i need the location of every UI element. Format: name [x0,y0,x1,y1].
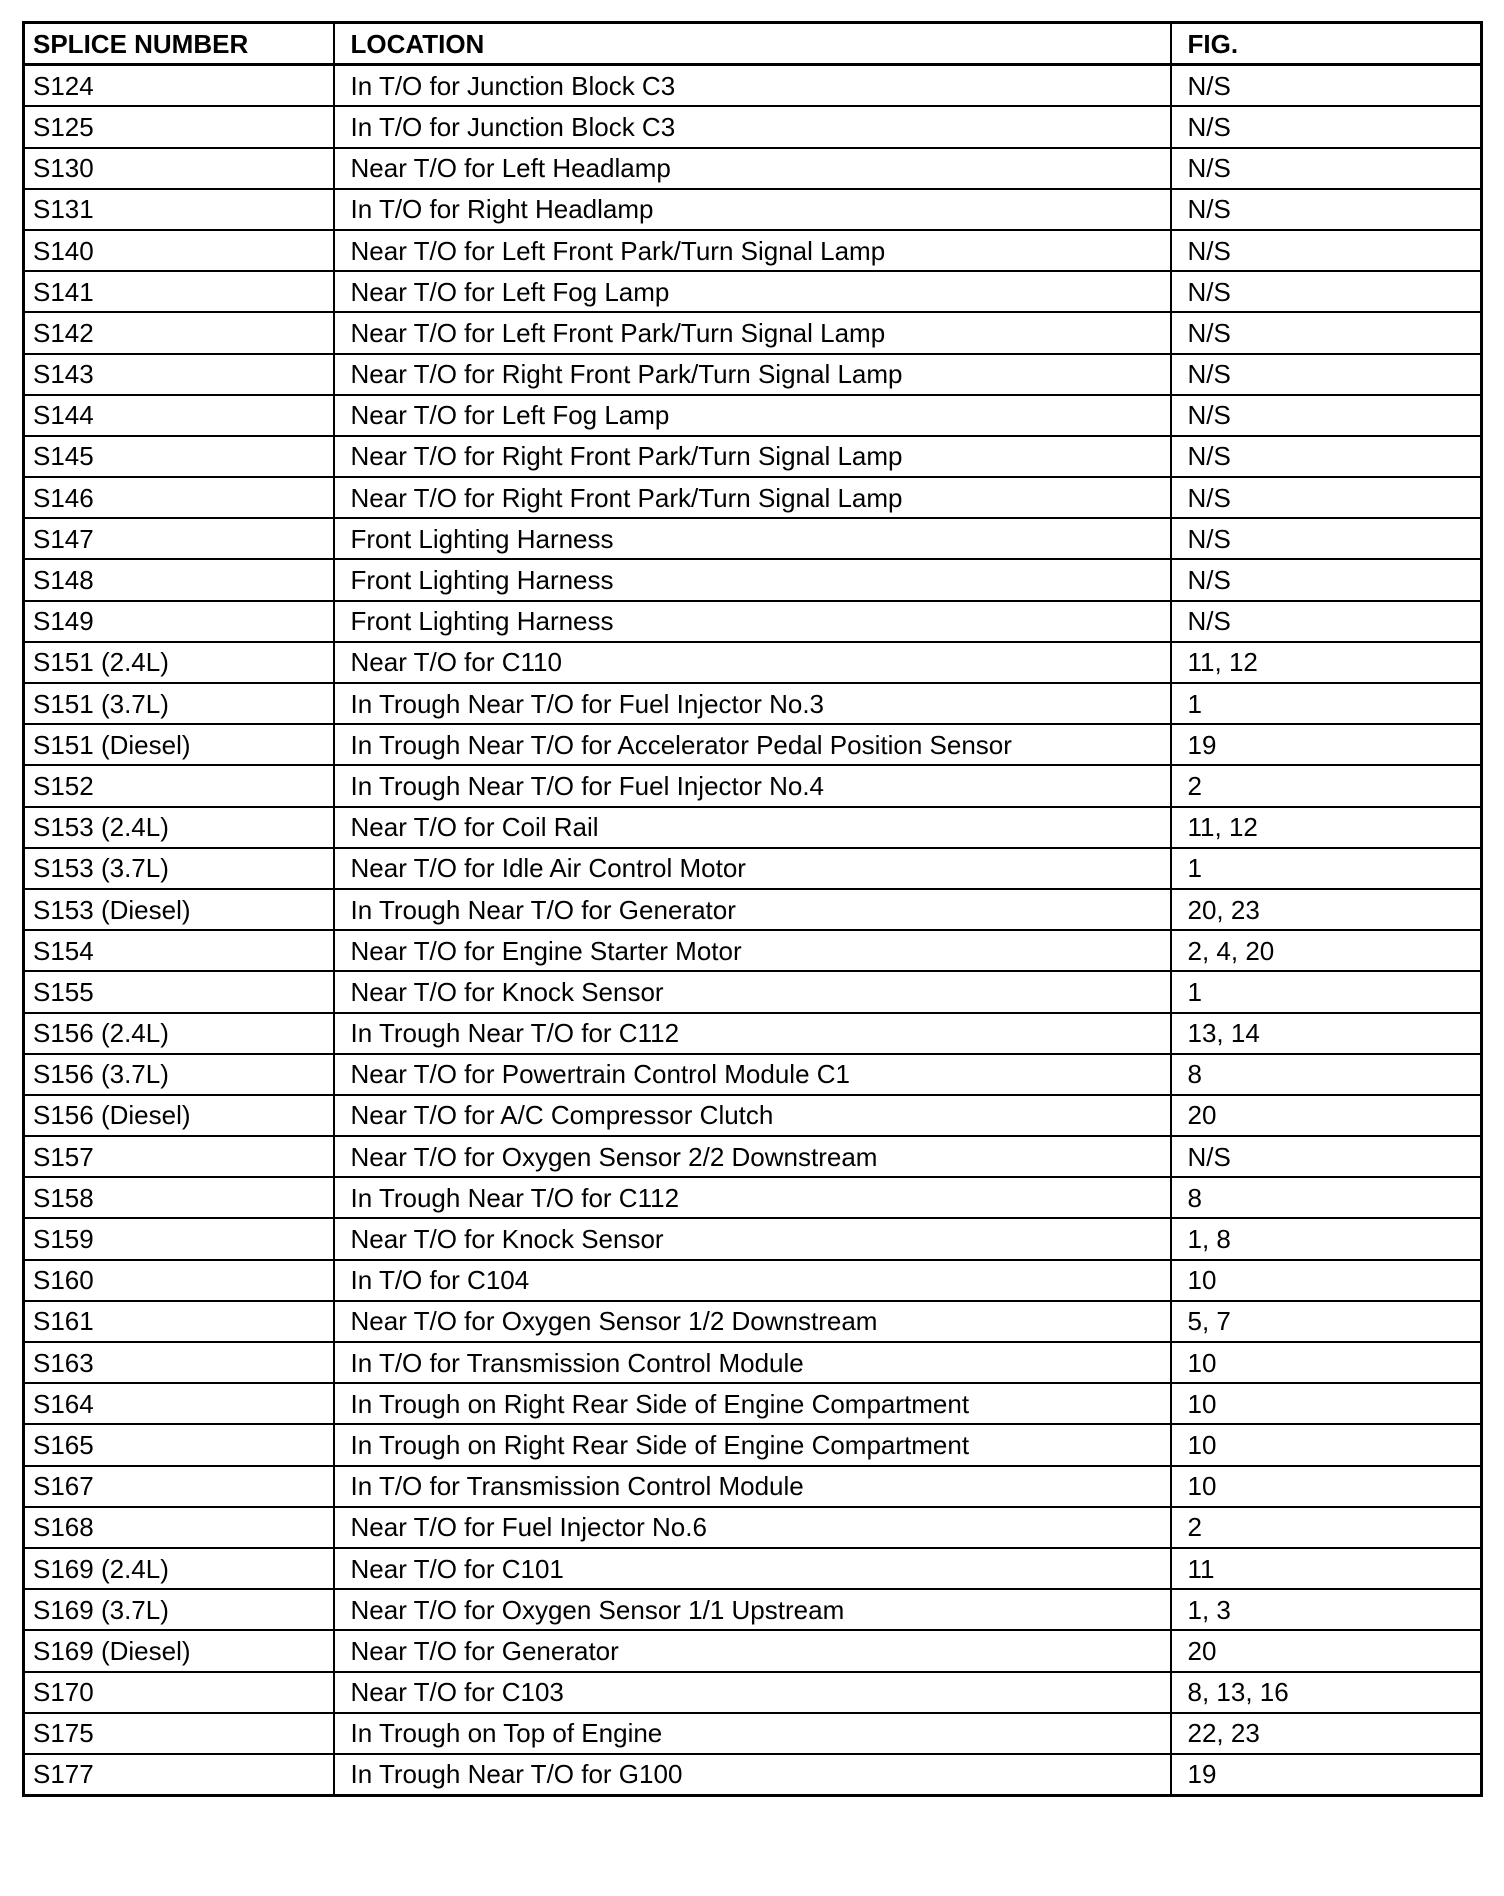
fig-cell: 13, 14 [1171,1013,1482,1054]
fig-cell: 2 [1171,765,1482,806]
splice-number-cell: S169 (Diesel) [24,1630,334,1671]
location-cell: In Trough Near T/O for Generator [334,889,1171,930]
splice-number-cell: S164 [24,1383,334,1424]
fig-cell: N/S [1171,271,1482,312]
location-cell: Front Lighting Harness [334,601,1171,642]
splice-number-cell: S175 [24,1713,334,1754]
table-row [24,724,1482,765]
splice-number-cell: S153 (3.7L) [24,848,334,889]
table-row [24,1754,1482,1796]
splice-number-cell: S159 [24,1218,334,1259]
table-row [24,848,1482,889]
fig-cell: 20 [1171,1630,1482,1671]
table-row [24,1260,1482,1301]
table-row [24,1095,1482,1136]
table-row [24,930,1482,971]
splice-number-cell: S158 [24,1177,334,1218]
table-row [24,971,1482,1012]
table-row [24,106,1482,147]
table-row [24,1466,1482,1507]
location-cell: Near T/O for Left Fog Lamp [334,271,1171,312]
location-cell: In T/O for Right Headlamp [334,189,1171,230]
splice-number-cell: S163 [24,1342,334,1383]
splice-location-table [22,21,1483,1797]
fig-cell: 2 [1171,1507,1482,1548]
fig-cell: N/S [1171,559,1482,600]
fig-cell: 1 [1171,848,1482,889]
location-cell: Near T/O for Right Front Park/Turn Signal Lamp [334,477,1171,518]
location-cell: In Trough Near T/O for C112 [334,1177,1171,1218]
table-row [24,395,1482,436]
splice-number-cell: S153 (2.4L) [24,807,334,848]
location-cell: In Trough Near T/O for Fuel Injector No.3 [334,683,1171,724]
table-row [24,1672,1482,1713]
splice-number-cell: S168 [24,1507,334,1548]
splice-number-cell: S147 [24,518,334,559]
table-row [24,1630,1482,1671]
splice-number-cell: S131 [24,189,334,230]
fig-cell: 19 [1171,1754,1482,1796]
table-row [24,1136,1482,1177]
location-cell: Front Lighting Harness [334,518,1171,559]
location-cell: Near T/O for Left Front Park/Turn Signal Lamp [334,230,1171,271]
fig-cell: N/S [1171,436,1482,477]
splice-number-cell: S141 [24,271,334,312]
table-row [24,477,1482,518]
location-cell: Near T/O for Right Front Park/Turn Signal Lamp [334,354,1171,395]
splice-number-cell: S152 [24,765,334,806]
location-cell: Near T/O for Oxygen Sensor 2/2 Downstream [334,1136,1171,1177]
fig-cell: 22, 23 [1171,1713,1482,1754]
location-cell: Near T/O for Oxygen Sensor 1/1 Upstream [334,1589,1171,1630]
fig-cell: N/S [1171,148,1482,189]
fig-cell: 19 [1171,724,1482,765]
splice-number-cell: S130 [24,148,334,189]
fig-cell: N/S [1171,65,1482,107]
table-row [24,65,1482,107]
fig-cell: 10 [1171,1342,1482,1383]
table-row [24,189,1482,230]
fig-cell: N/S [1171,106,1482,147]
splice-number-cell: S177 [24,1754,334,1796]
location-cell: Near T/O for C101 [334,1548,1171,1589]
table-row [24,518,1482,559]
location-cell: In Trough Near T/O for Accelerator Pedal Position Sensor [334,724,1171,765]
splice-number-cell: S143 [24,354,334,395]
table-header-row [24,23,1482,65]
fig-cell: 1, 8 [1171,1218,1482,1259]
location-cell: Near T/O for Knock Sensor [334,971,1171,1012]
fig-cell: 11, 12 [1171,807,1482,848]
location-cell: Near T/O for Left Front Park/Turn Signal Lamp [334,312,1171,353]
location-cell: Near T/O for Powertrain Control Module C1 [334,1054,1171,1095]
fig-cell: N/S [1171,1136,1482,1177]
header-fig: FIG. [1171,23,1482,65]
fig-cell: N/S [1171,601,1482,642]
location-cell: In Trough Near T/O for G100 [334,1754,1171,1796]
table-row [24,148,1482,189]
table-row [24,1383,1482,1424]
header-splice-number: SPLICE NUMBER [24,23,334,65]
splice-number-cell: S142 [24,312,334,353]
fig-cell: 10 [1171,1466,1482,1507]
fig-cell: 11, 12 [1171,642,1482,683]
splice-number-cell: S151 (2.4L) [24,642,334,683]
splice-number-cell: S160 [24,1260,334,1301]
splice-number-cell: S148 [24,559,334,600]
location-cell: Near T/O for Oxygen Sensor 1/2 Downstream [334,1301,1171,1342]
header-location: LOCATION [334,23,1171,65]
fig-cell: N/S [1171,230,1482,271]
splice-number-cell: S167 [24,1466,334,1507]
fig-cell: 10 [1171,1260,1482,1301]
table-row [24,354,1482,395]
table-row [24,1301,1482,1342]
splice-number-cell: S153 (Diesel) [24,889,334,930]
fig-cell: 8 [1171,1177,1482,1218]
table-row [24,683,1482,724]
splice-number-cell: S157 [24,1136,334,1177]
table-row [24,1054,1482,1095]
fig-cell: N/S [1171,477,1482,518]
location-cell: Near T/O for C103 [334,1672,1171,1713]
table-body [24,65,1482,1796]
splice-number-cell: S170 [24,1672,334,1713]
location-cell: Near T/O for Generator [334,1630,1171,1671]
fig-cell: 1, 3 [1171,1589,1482,1630]
fig-cell: 10 [1171,1424,1482,1465]
location-cell: Near T/O for Coil Rail [334,807,1171,848]
fig-cell: N/S [1171,354,1482,395]
table-row [24,889,1482,930]
location-cell: In T/O for C104 [334,1260,1171,1301]
splice-number-cell: S149 [24,601,334,642]
table-row [24,230,1482,271]
table-row [24,1342,1482,1383]
location-cell: Near T/O for Knock Sensor [334,1218,1171,1259]
splice-number-cell: S169 (2.4L) [24,1548,334,1589]
fig-cell: N/S [1171,395,1482,436]
splice-number-cell: S156 (2.4L) [24,1013,334,1054]
splice-number-cell: S165 [24,1424,334,1465]
location-cell: Near T/O for Idle Air Control Motor [334,848,1171,889]
splice-number-cell: S154 [24,930,334,971]
table-row [24,765,1482,806]
location-cell: In T/O for Junction Block C3 [334,65,1171,107]
splice-number-cell: S144 [24,395,334,436]
table-row [24,1218,1482,1259]
table-row [24,1713,1482,1754]
location-cell: Near T/O for A/C Compressor Clutch [334,1095,1171,1136]
location-cell: Near T/O for Left Fog Lamp [334,395,1171,436]
fig-cell: 10 [1171,1383,1482,1424]
location-cell: Front Lighting Harness [334,559,1171,600]
table-row [24,642,1482,683]
table-row [24,807,1482,848]
fig-cell: N/S [1171,189,1482,230]
location-cell: In Trough on Right Rear Side of Engine Compartment [334,1424,1171,1465]
fig-cell: 20, 23 [1171,889,1482,930]
table-row [24,559,1482,600]
fig-cell: 2, 4, 20 [1171,930,1482,971]
location-cell: Near T/O for C110 [334,642,1171,683]
location-cell: In T/O for Junction Block C3 [334,106,1171,147]
fig-cell: 20 [1171,1095,1482,1136]
splice-number-cell: S146 [24,477,334,518]
location-cell: In Trough Near T/O for Fuel Injector No.4 [334,765,1171,806]
location-cell: In Trough on Right Rear Side of Engine Compartment [334,1383,1171,1424]
splice-number-cell: S151 (3.7L) [24,683,334,724]
location-cell: Near T/O for Left Headlamp [334,148,1171,189]
fig-cell: N/S [1171,312,1482,353]
fig-cell: 11 [1171,1548,1482,1589]
location-cell: In Trough on Top of Engine [334,1713,1171,1754]
table-row [24,312,1482,353]
fig-cell: N/S [1171,518,1482,559]
splice-number-cell: S124 [24,65,334,107]
splice-number-cell: S140 [24,230,334,271]
splice-number-cell: S155 [24,971,334,1012]
splice-number-cell: S151 (Diesel) [24,724,334,765]
table-row [24,1424,1482,1465]
splice-number-cell: S161 [24,1301,334,1342]
location-cell: Near T/O for Right Front Park/Turn Signal Lamp [334,436,1171,477]
fig-cell: 8 [1171,1054,1482,1095]
table-row [24,1177,1482,1218]
splice-number-cell: S125 [24,106,334,147]
location-cell: In Trough Near T/O for C112 [334,1013,1171,1054]
location-cell: Near T/O for Engine Starter Motor [334,930,1171,971]
location-cell: Near T/O for Fuel Injector No.6 [334,1507,1171,1548]
table-row [24,271,1482,312]
table-row [24,436,1482,477]
table-row [24,601,1482,642]
location-cell: In T/O for Transmission Control Module [334,1466,1171,1507]
splice-number-cell: S156 (3.7L) [24,1054,334,1095]
fig-cell: 1 [1171,971,1482,1012]
splice-number-cell: S145 [24,436,334,477]
splice-number-cell: S156 (Diesel) [24,1095,334,1136]
table-row [24,1589,1482,1630]
fig-cell: 5, 7 [1171,1301,1482,1342]
location-cell: In T/O for Transmission Control Module [334,1342,1171,1383]
fig-cell: 8, 13, 16 [1171,1672,1482,1713]
table-row [24,1013,1482,1054]
fig-cell: 1 [1171,683,1482,724]
splice-number-cell: S169 (3.7L) [24,1589,334,1630]
table-row [24,1507,1482,1548]
table-row [24,1548,1482,1589]
